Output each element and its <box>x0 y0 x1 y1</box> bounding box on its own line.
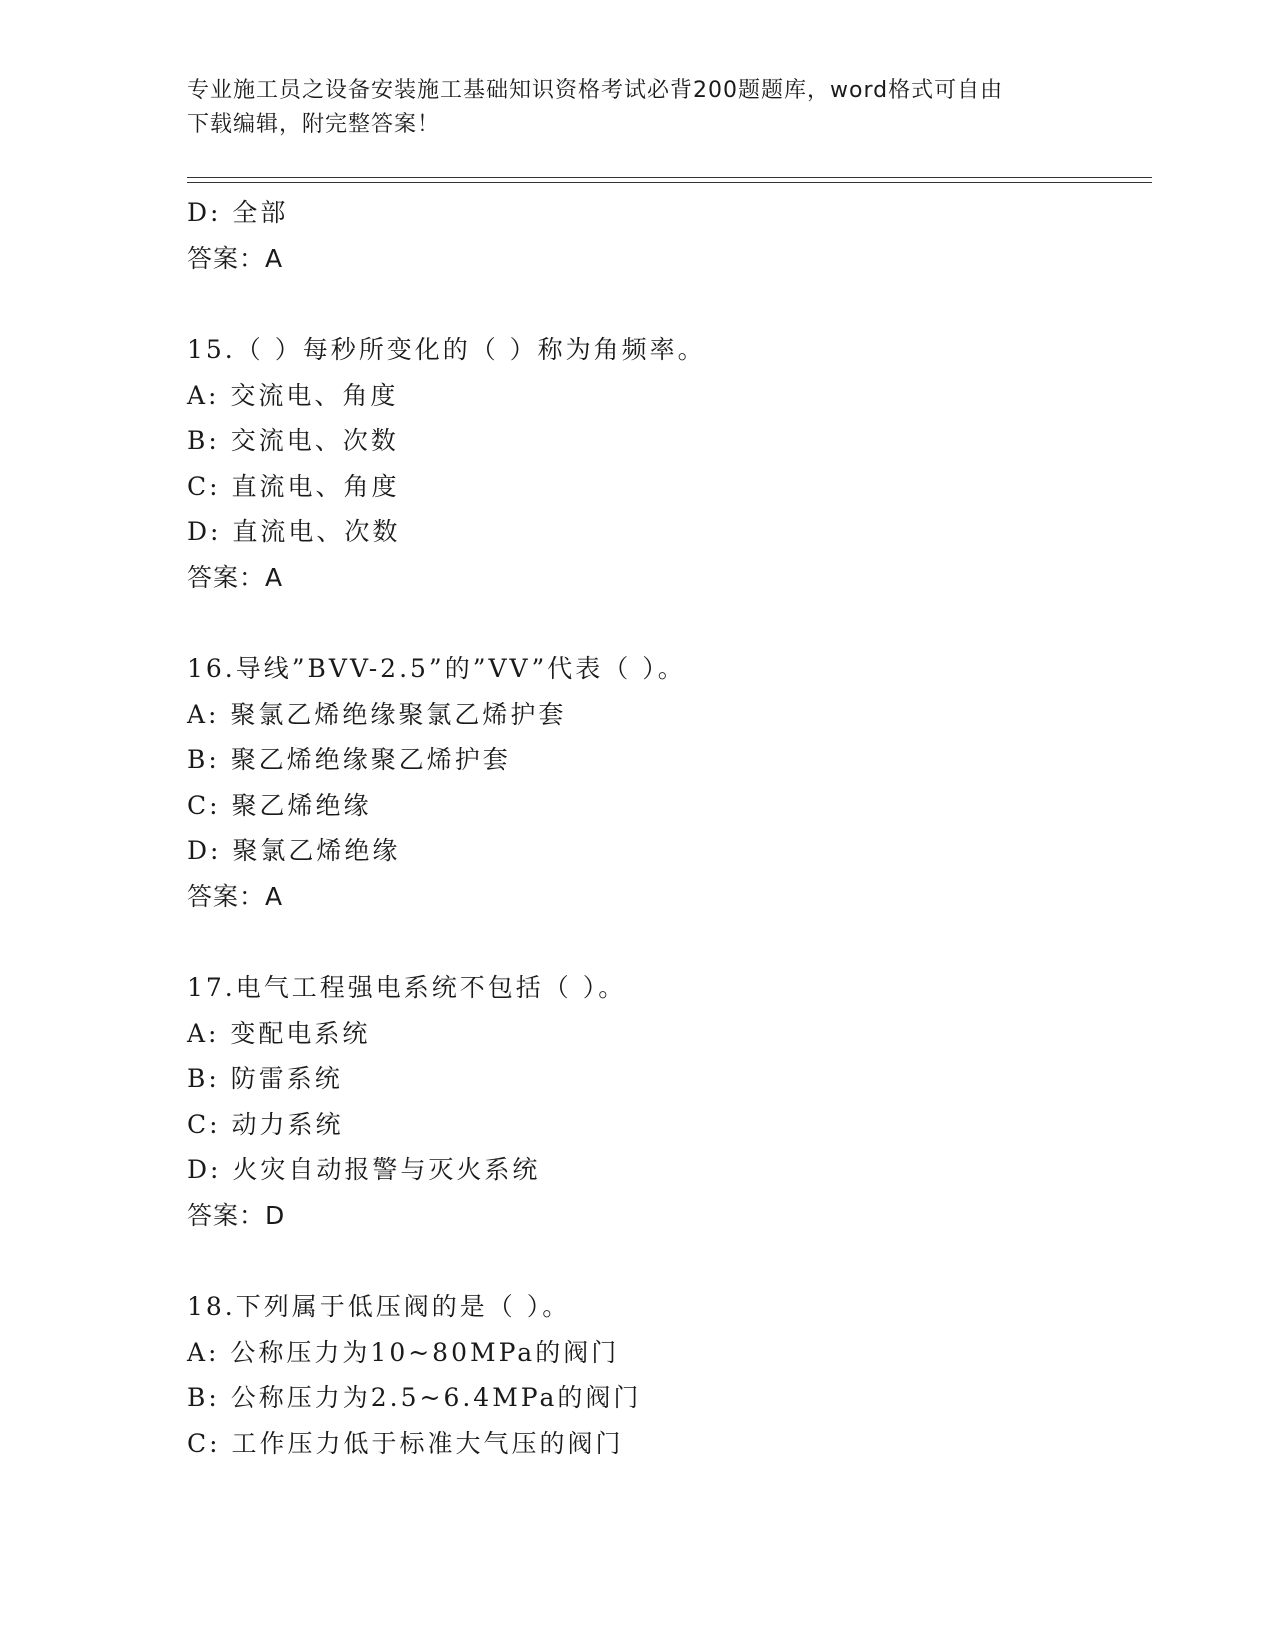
page-header <box>187 74 1087 142</box>
spacer <box>187 919 1152 965</box>
answer-line: 答案：A <box>187 243 284 273</box>
option-d: D: 直流电、次数 <box>187 517 401 546</box>
spacer <box>187 600 1152 646</box>
question-15 <box>187 327 1152 600</box>
spacer <box>187 1238 1152 1284</box>
option-d: D: 火灾自动报警与灭火系统 <box>187 1155 541 1184</box>
option-a: A: 变配电系统 <box>187 1018 371 1048</box>
question-17 <box>187 965 1152 1238</box>
header-divider-bottom <box>187 182 1152 183</box>
question-stem: 18.下列属于低压阀的是（ ）。 <box>187 1292 571 1321</box>
question-stem: 17.电气工程强电系统不包括（ ）。 <box>187 973 627 1002</box>
option-c: C: 聚乙烯绝缘 <box>187 790 372 820</box>
option-a: A: 聚氯乙烯绝缘聚氯乙烯护套 <box>187 699 567 729</box>
header-divider-top <box>187 177 1152 178</box>
option-b: B: 防雷系统 <box>187 1064 343 1093</box>
answer-line: 答案：A <box>187 881 284 911</box>
header-title-line-1: 专业施工员之设备安装施工基础知识资格考试必背200题题库，word格式可自由 <box>187 78 1004 103</box>
question-stem: 16.导线”BVV-2.5”的”VV”代表（ ）。 <box>187 654 686 683</box>
answer-line: 答案：D <box>187 1200 286 1230</box>
spacer <box>187 281 1152 327</box>
option-c: C: 工作压力低于标准大气压的阀门 <box>187 1428 624 1458</box>
option-c: C: 直流电、角度 <box>187 471 400 501</box>
option-b: B: 聚乙烯绝缘聚乙烯护套 <box>187 745 511 774</box>
option-c: C: 动力系统 <box>187 1109 344 1139</box>
question-18 <box>187 1284 1152 1466</box>
option-a: A: 公称压力为10~80MPa的阀门 <box>187 1337 620 1367</box>
question-16 <box>187 646 1152 919</box>
question-stem: 15.（ ）每秒所变化的（ ）称为角频率。 <box>187 335 706 364</box>
option-d: D: 全部 <box>187 198 289 227</box>
header-title-line-2: 下载编辑，附完整答案！ <box>187 112 441 137</box>
option-a: A: 交流电、角度 <box>187 380 399 410</box>
question-list <box>187 190 1152 1466</box>
option-b: B: 交流电、次数 <box>187 426 399 455</box>
option-d: D: 聚氯乙烯绝缘 <box>187 836 401 865</box>
option-b: B: 公称压力为2.5~6.4MPa的阀门 <box>187 1383 642 1412</box>
answer-line: 答案：A <box>187 562 284 592</box>
